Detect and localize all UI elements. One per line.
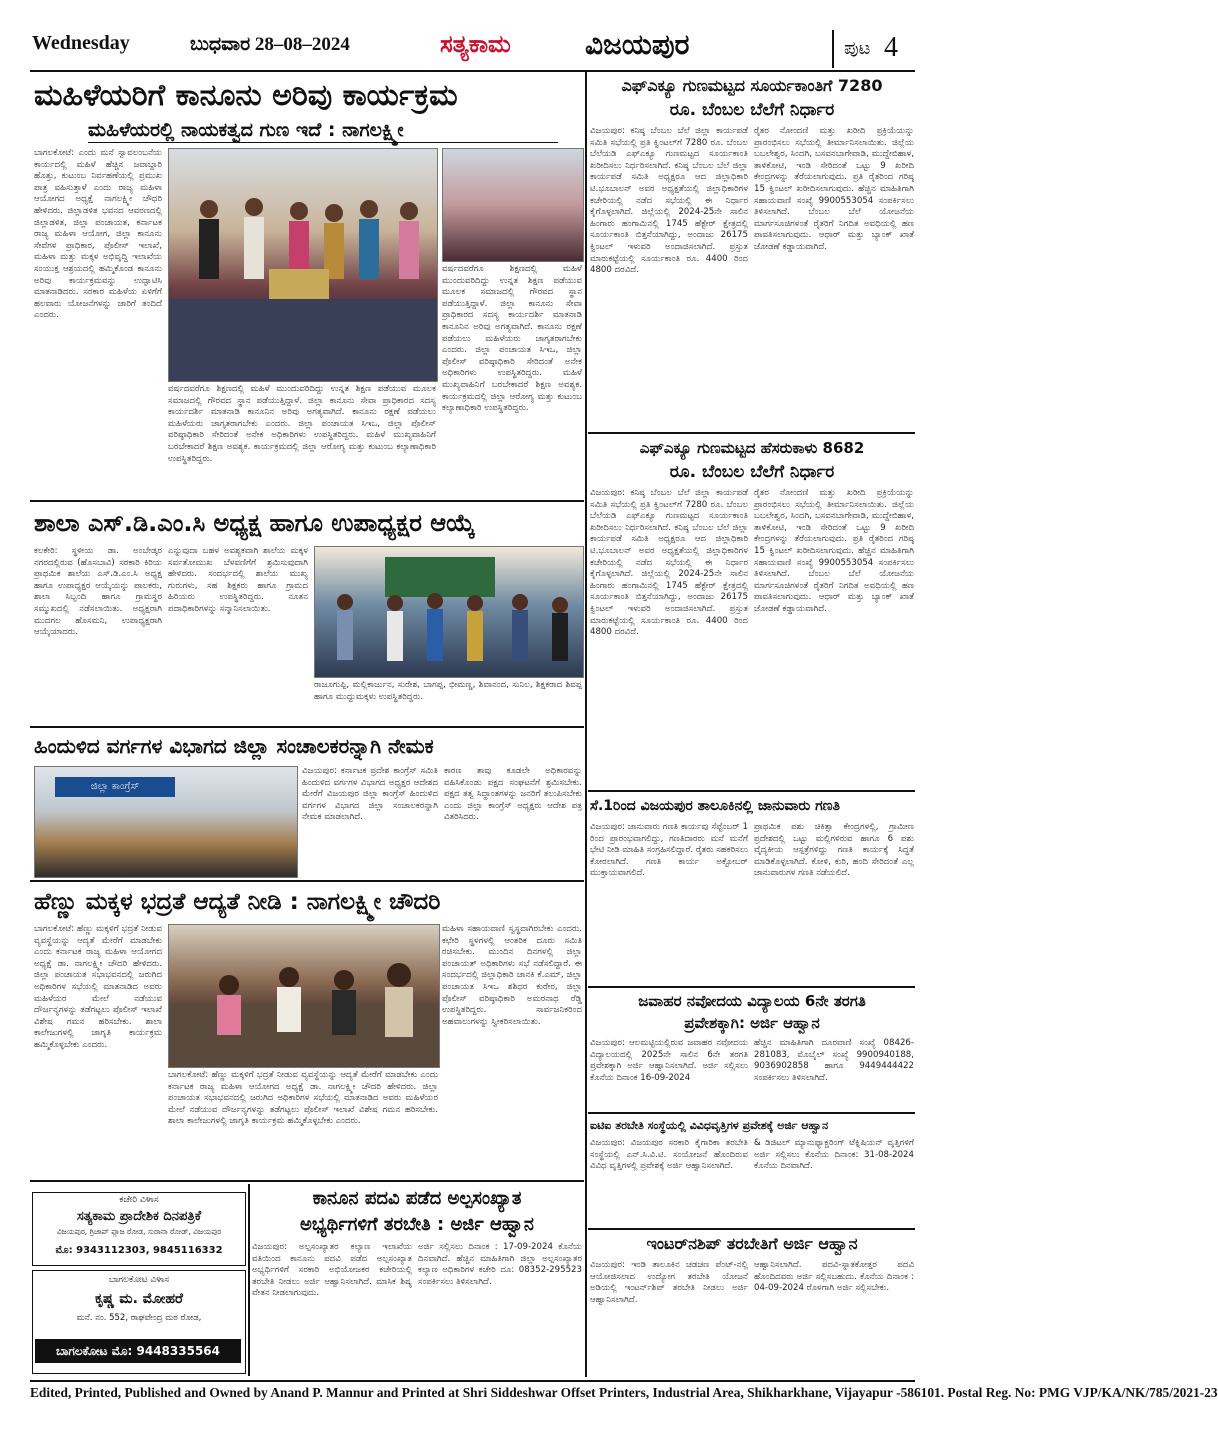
paper-name: ಸತ್ಯಕಾಮ [440, 30, 511, 58]
page-label: ಪುಟ [844, 38, 871, 59]
section-divider [30, 880, 584, 882]
meeting-photo [168, 924, 440, 1068]
article-subheadline: ಮಹಿಳೆಯರಲ್ಲಿ ನಾಯಕತ್ವದ ಗುಣ ಇದೆ : ನಾಗಲಕ್ಷ್ಮೀ [88, 118, 558, 143]
article-body: ಪ್ರಾಥಮಿಕ ಪಶು ಚಿಕಿತ್ಸಾ ಕೇಂದ್ರಗಳಲ್ಲಿ, ಗ್ರಾಮೀಣ ಪ್ರದೇಶದಲ್ಲಿ ಒಟ್ಟು ಮಲ್ಲಿಗಳಿರುವ ಹಾಗೂ 6 ಪಶು ವೈದ್ಯಕೀಯ ಆಸ್ಪತ್ರೆಗಳಿದ್ದು ಗಣತಿ ಕಾರ್ಯಕ್ಕೆ ಸಿದ್ಧತೆ ಮಾಡಿಕೊಳ್ಳಲಾಗಿದೆ. ಕೋಳಿ, ಕುರಿ, ಹಂದಿ ಸೇರಿದಂತೆ ಎಲ್ಲ ಜಾನುವಾರುಗಳ ಗಣತಿ ನಡೆಯಲಿದೆ. [754, 822, 914, 879]
imprint-line: Edited, Printed, Published and Owned by Anand P. Mannur and Printed at Shri Siddeshwar Offset Printers, Industrial Area, Shikharkhane, Vijayapur -586101. Postal Reg. No: PMG VJP/KA/NK/785/2021-23 [30, 1380, 915, 1409]
office-address: ವಿಜಯಪುರ, ಗ್ರಿಜಾಪ್ ಪ್ಲಾಜ ರೋಡ, ಸುರಾನಾ ರೋಡ್, ವಿಜಯಪುರ [56, 1227, 222, 1236]
masthead [30, 30, 915, 72]
article-body: ವಿಜಯಪುರ: ಕರ್ನಾಟಕ ಪ್ರದೇಶ ಕಾಂಗ್ರೆಸ್ ಸಮಿತಿ ಹಿಂದುಳಿದ ವರ್ಗಗಳ ವಿಭಾಗದ ಅಧ್ಯಕ್ಷರ ಆದೇಶದ ಮೇರೆಗೆ ವಿಜಯಪುರ ಜಿಲ್ಲಾ ಕಾಂಗ್ರೆಸ್ ಹಿಂದುಳಿದ ವರ್ಗಗಳ ವಿಭಾಗದ ಜಿಲ್ಲಾ ಸಂಚಾಲಕರನ್ನಾಗಿ ನೇಮಕ ಮಾಡಲಾಗಿದೆ. [302, 766, 438, 823]
people-figures [169, 149, 437, 381]
event-photo [442, 148, 584, 262]
article-body: ವಿಜಯಪುರ: ವಿಜಯಪುರ ಸರಕಾರಿ ಕೈಗಾರಿಕಾ ತರಬೇತಿ ಸಂಸ್ಥೆಯಲ್ಲಿ ಎನ್.ಸಿ.ವಿ.ಟಿ. ಸಂಯೋಜನೆ ಹೊಂದಿರುವ ವಿವಿಧ ವೃತ್ತಿಗಳಲ್ಲಿ ಪ್ರವೇಶಕ್ಕೆ ಅರ್ಜಿ ಆಹ್ವಾನಿಸಲಾಗಿದೆ. [590, 1138, 748, 1172]
article-headline: ರೂ. ಬೆಂಬಲ ಬೆಲೆಗೆ ನಿರ್ಧಾರ [669, 462, 835, 482]
office-phone: ಬಾಗಲಕೋಟ ಮೊ: 9448335564 [35, 1339, 241, 1363]
article-headline: ಕಾನೂನ ಪದವಿ ಪಡೆದ ಅಲ್ಪಸಂಖ್ಯಾತ [312, 1188, 522, 1209]
office-label: ಕಚೇರಿ ವಿಳಾಸ [119, 1195, 159, 1205]
section-divider [588, 1228, 915, 1230]
people-figures [169, 925, 439, 1067]
article-body: ವಿಜಯಪುರ: ಕನಿಷ್ಠ ಬೆಂಬಲ ಬೆಲೆ ಜಿಲ್ಲಾ ಕಾರ್ಯಪಡೆ ಸಮಿತಿ ಸಭೆಯಲ್ಲಿ ಪ್ರತಿ ಕ್ವಿಂಟಲ್‌ಗೆ 7280 ರೂ. ಬೆಂಬಲ ಬೆಲೆಯಡಿ ಎಫ್‌ಎಕ್ಯೂ ಗುಣಮಟ್ಟದ ಸೂರ್ಯಕಾಂತಿ ಖರೀದಿಸಲು ನಿರ್ಧರಿಸಲಾಗಿದೆ. ಕನಿಷ್ಠ ಬೆಂಬಲ ಬೆಲೆ ಜಿಲ್ಲಾ ಕಾರ್ಯಪಡೆ ಸಮಿತಿ ಅಧ್ಯಕ್ಷರೂ ಆದ ಜಿಲ್ಲಾಧಿಕಾರಿ ಟಿ.ಭೂಬಾಲನ್ ಅವರ ಅಧ್ಯಕ್ಷತೆಯಲ್ಲಿ ಜಿಲ್ಲಾಧಿಕಾರಿಗಳ ಕಚೇರಿಯಲ್ಲಿ ನಡೆದ ಸಭೆಯಲ್ಲಿ ಈ ನಿರ್ಧಾರ ಕೈಗೊಳ್ಳಲಾಗಿದೆ. ಜಿಲ್ಲೆಯಲ್ಲಿ 2024-25ನೇ ಸಾಲಿನ ಹಿಂಗಾರು ಹಂಗಾಮಿನಲ್ಲಿ 1745 ಹೆಕ್ಟೇರ್ ಕ್ಷೇತ್ರದಲ್ಲಿ ಸೂರ್ಯಕಾಂತಿ ಬಿತ್ತನೆಯಾಗಿದ್ದು, ಅಂದಾಜು 26175 ಕ್ವಿಂಟಲ್ ಇಳುವರಿ ಅಂದಾಜಿಸಲಾಗಿದೆ. ಪ್ರಸ್ತುತ ಮಾರುಕಟ್ಟೆಯಲ್ಲಿ ಸೂರ್ಯಕಾಂತಿ ರೂ. 4400 ರಿಂದ 4800 ದರವಿದೆ. [590, 126, 748, 276]
article-body: ರಾಜೂಗುಪ್ಪಿ, ಮಲ್ಲಿಕಾರ್ಜುನ, ಸುರೇಶ, ಬಾಗಪ್ಪ, ಭೀಮಣ್ಣ, ಶಿವಾನಂದ, ಸುನಿಲ, ಶಿಕ್ಷಕರಾದ ಶಿವಪ್ಪ ಹಾಗೂ ಮುದ್ದುಮಕ್ಕಳು ಉಪಸ್ಥಿತರಿದ್ದರು. [314, 680, 582, 702]
article-body: ರೈತರ ನೋಂದಣಿ ಮತ್ತು ಖರೀದಿ ಪ್ರಕ್ರಿಯೆಯನ್ನು ಪ್ರಾರಂಭಿಸಲು ಸಭೆಯಲ್ಲಿ ತೀರ್ಮಾನಿಸಲಾಯಿತು. ಜಿಲ್ಲೆಯ ಬಬಲೇಶ್ವರ, ಸಿಂದಗಿ, ಬಸವನಬಾಗೇವಾಡಿ, ಮುದ್ದೇಬಿಹಾಳ, ತಾಳಿಕೋಟಿ, ಇಂಡಿ ಸೇರಿದಂತೆ ಒಟ್ಟು 9 ಖರೀದಿ ಕೇಂದ್ರಗಳನ್ನು ತೆರೆಯಲಾಗುವುದು. ಪ್ರತಿ ರೈತರಿಂದ ಗರಿಷ್ಠ 15 ಕ್ವಿಂಟಲ್ ಖರೀದಿಸಲಾಗುವುದು. ಹೆಚ್ಚಿನ ಮಾಹಿತಿಗಾಗಿ ಸಹಾಯವಾಣಿ ಸಂಖ್ಯೆ 9900553054 ಸಂಪರ್ಕಿಸಲು ತಿಳಿಸಲಾಗಿದೆ. ಬೆಂಬಲ ಬೆಲೆ ಯೋಜನೆಯ ಮಾರ್ಗಸೂಚಿಗಳಂತೆ ರೈತರಿಗೆ ನಿಗದಿತ ಅವಧಿಯಲ್ಲಿ ಹಣ ಪಾವತಿಸಲಾಗುವುದು. ಆಧಾರ್ ಮತ್ತು ಬ್ಯಾಂಕ್ ಖಾತೆ ಜೋಡಣೆ ಕಡ್ಡಾಯವಾಗಿದೆ. [754, 126, 914, 252]
article-headline: ರೂ. ಬೆಂಬಲ ಬೆಲೆಗೆ ನಿರ್ಧಾರ [669, 100, 835, 120]
article-headline: ಹಿಂದುಳಿದ ವರ್ಗಗಳ ವಿಭಾಗದ ಜಿಲ್ಲಾ ಸಂಚಾಲಕರನ್ನಾಗಿ ನೇಮಕ [34, 734, 434, 758]
page-number: 4 [884, 32, 898, 63]
article-headline: ಅಭ್ಯರ್ಥಿಗಳಿಗೆ ತರಬೇತಿ : ಅರ್ಜಿ ಆಹ್ವಾನ [300, 1214, 534, 1235]
article-headline: ಶಾಲಾ ಎಸ್.ಡಿ.ಎಂ.ಸಿ ಅಧ್ಯಕ್ಷ ಹಾಗೂ ಉಪಾಧ್ಯಕ್ಷರ ಆಯ್ಕೆ [34, 509, 476, 537]
people-figures [315, 547, 583, 677]
article-headline: ಇಂಟರ್‌ನಶಿಪ್ ತರಬೇತಿಗೆ ಅರ್ಜಿ ಆಹ್ವಾನ [646, 1234, 858, 1253]
article-body: ಬಾಗಲಕೋಟೆ: ಹೆಣ್ಣು ಮಕ್ಕಳಿಗೆ ಭದ್ರತೆ ನೀಡುವ ವ್ಯವಸ್ಥೆಯನ್ನು ಆದ್ಯತೆ ಮೇರೆಗೆ ಮಾಡಬೇಕು ಎಂದು ಕರ್ನಾಟಕ ರಾಜ್ಯ ಮಹಿಳಾ ಆಯೋಗದ ಅಧ್ಯಕ್ಷೆ ಡಾ. ನಾಗಲಕ್ಷ್ಮೀ ಚೌದರಿ ಹೇಳಿದರು. ಜಿಲ್ಲಾ ಪಂಚಾಯತ ಸಭಾಭವನದಲ್ಲಿ ಜರುಗಿದ ಅಧಿಕಾರಿಗಳ ಸಭೆಯಲ್ಲಿ ಮಾತನಾಡಿದ ಅವರು ಮಹಿಳೆಯರ ಮೇಲೆ ನಡೆಯುವ ದೌರ್ಜನ್ಯಗಳನ್ನು ತಡೆಗಟ್ಟಲು ಪೊಲೀಸ್ ಇಲಾಖೆ ವಿಶೇಷ ಗಮನ ಹರಿಸಬೇಕು. ಶಾಲಾ ಕಾಲೇಜುಗಳಲ್ಲಿ ಜಾಗೃತಿ ಕಾರ್ಯಕ್ರಮ ಹಮ್ಮಿಕೊಳ್ಳಬೇಕು ಎಂದರು. [34, 924, 162, 1050]
office-label: ಬಾಗಲಕೋಟ ವಿಳಾಸ [108, 1275, 170, 1285]
article-body: ಅರ್ಜಿ ಸಲ್ಲಿಸಲು ದಿನಾಂಕ : 17-09-2024 ಕೊನೆಯ ದಿನವಾಗಿದೆ. ಹೆಚ್ಚಿನ ಮಾಹಿತಿಗಾಗಿ ಜಿಲ್ಲಾ ಅಲ್ಪಸಂಖ್ಯಾತರ ಕಲ್ಯಾಣ ಅಧಿಕಾರಿಗಳ ಕಚೇರಿ ದೂ: 08352-295523 ಸಂಪರ್ಕಿಸಲು ತಿಳಿಸಲಾಗಿದೆ. [418, 1242, 582, 1287]
office-name: ಸತ್ಯಕಾಮ ಪ್ರಾದೇಶಿಕ ದಿನಪತ್ರಿಕೆ [76, 1209, 202, 1224]
section-divider [588, 432, 915, 434]
section-divider [30, 500, 584, 502]
section-divider [30, 1180, 584, 1182]
section-divider [588, 986, 915, 988]
article-body: ಬಾಗಲಕೋಟೆ: ಹೆಣ್ಣು ಮಕ್ಕಳಿಗೆ ಭದ್ರತೆ ನೀಡುವ ವ್ಯವಸ್ಥೆಯನ್ನು ಆದ್ಯತೆ ಮೇರೆಗೆ ಮಾಡಬೇಕು ಎಂದು ಕರ್ನಾಟಕ ರಾಜ್ಯ ಮಹಿಳಾ ಆಯೋಗದ ಅಧ್ಯಕ್ಷೆ ಡಾ. ನಾಗಲಕ್ಷ್ಮೀ ಚೌದರಿ ಹೇಳಿದರು. ಜಿಲ್ಲಾ ಪಂಚಾಯತ ಸಭಾಭವನದಲ್ಲಿ ಜರುಗಿದ ಅಧಿಕಾರಿಗಳ ಸಭೆಯಲ್ಲಿ ಮಾತನಾಡಿದ ಅವರು ಮಹಿಳೆಯರ ಮೇಲೆ ನಡೆಯುವ ದೌರ್ಜನ್ಯಗಳನ್ನು ತಡೆಗಟ್ಟಲು ಪೊಲೀಸ್ ಇಲಾಖೆ ವಿಶೇಷ ಗಮನ ಹರಿಸಬೇಕು. ಶಾಲಾ ಕಾಲೇಜುಗಳಲ್ಲಿ ಜಾಗೃತಿ ಕಾರ್ಯಕ್ರಮ ಹಮ್ಮಿಕೊಳ್ಳಬೇಕು ಎಂದರು. [168, 1070, 438, 1127]
article-body: ಹೆಚ್ಚಿನ ಮಾಹಿತಿಗಾಗಿ ದೂರವಾಣಿ ಸಂಖ್ಯೆ 08426-281083, ಮೊಬೈಲ್ ಸಂಖ್ಯೆ 9900940188, 9036902858 ಹಾಗೂ 9449444422 ಸಂಪರ್ಕಿಸಲು ತಿಳಿಸಲಾಗಿದೆ. [754, 1038, 914, 1083]
article-body: ಕಾರಣ ತಾವು ಕೂಡಲೇ ಅಧಿಕಾರವನ್ನು ವಹಿಸಿಕೊಂಡು ಪಕ್ಷದ ಸಂಘಟನೆಗೆ ಶ್ರಮಿಸಬೇಕು. ಪಕ್ಷದ ತತ್ವ ಸಿದ್ಧಾಂತಗಳನ್ನು ಜನರಿಗೆ ತಲುಪಿಸಬೇಕು ಎಂದು ಜಿಲ್ಲಾ ಕಾಂಗ್ರೆಸ್ ಅಧ್ಯಕ್ಷರು ಆದೇಶ ಪತ್ರ ವಿತರಿಸಿದರು. [444, 766, 582, 823]
office-address-box [32, 1192, 246, 1266]
article-headline: ಐಟಿಐ ತರಬೇತಿ ಸಂಸ್ಥೆಯಲ್ಲಿ ವಿವಿಧವೃತ್ತಿಗಳ ಪ್ರವೇಶಕ್ಕೆ ಅರ್ಜಿ ಆಹ್ವಾನ [590, 1119, 829, 1132]
office-phone: ಮೊ: 9343112303, 9845116332 [55, 1245, 223, 1256]
article-body: ವಿಜಯಪುರ: ಆಲಮಟ್ಟಿಯಲ್ಲಿರುವ ಜವಾಹರ ನವೋದಯ ವಿದ್ಯಾಲಯದಲ್ಲಿ 2025ನೇ ಸಾಲಿನ 6ನೇ ತರಗತಿ ಪ್ರವೇಶಕ್ಕಾಗಿ ಅರ್ಜಿ ಆಹ್ವಾನಿಸಲಾಗಿದೆ. ಅರ್ಜಿ ಸಲ್ಲಿಸಲು ಕೊನೆಯ ದಿನಾಂಕ 16-09-2024 [590, 1038, 748, 1083]
event-photo [314, 546, 584, 678]
article-headline: ಹೆಣ್ಣು ಮಕ್ಕಳ ಭದ್ರತೆ ಆದ್ಯತೆ ನೀಡಿ : ನಾಗಲಕ್ಷ್ಮೀ ಚೌದರಿ [34, 889, 441, 915]
article-body: & ಡಿಜಿಟಲ್ ಮ್ಯಾನುಫ್ಯಾಕ್ಚರಿಂಗ್ ಟೆಕ್ನಿಷಿಯನ್ ವೃತ್ತಿಗಳಿಗೆ ಅರ್ಜಿ ಸಲ್ಲಿಸಲು ಕೊನೆಯ ದಿನಾಂಕ: 31-08-2024 ಕೊನೆಯ ದಿನವಾಗಿದೆ. [754, 1138, 914, 1172]
article-body: ವಿಜಯಪುರ: ಅಲ್ಪಸಂಖ್ಯಾತರ ಕಲ್ಯಾಣ ಇಲಾಖೆಯ ವತಿಯಿಂದ ಕಾನೂನು ಪದವಿ ಪಡೆದ ಅಲ್ಪಸಂಖ್ಯಾತ ಅಭ್ಯರ್ಥಿಗಳಿಗೆ ಸರಕಾರಿ ಅಭಿಯೋಜಕರ ಕಚೇರಿಯಲ್ಲಿ ತರಬೇತಿ ನೀಡಲು ಅರ್ಜಿ ಆಹ್ವಾನಿಸಲಾಗಿದೆ. ಮಾಸಿಕ ಶಿಷ್ಯ ವೇತನ ನೀಡಲಾಗುವುದು. [252, 1242, 412, 1299]
bagalkot-address-box [32, 1270, 246, 1374]
article-body: ವರ್ಷದವರೆಗೂ ಶಿಕ್ಷಣದಲ್ಲಿ ಮಹಿಳೆ ಮುಂದುವರಿದಿದ್ದು ಉನ್ನತ ಶಿಕ್ಷಣ ಪಡೆಯುವ ಮೂಲಕ ಸಮಾಜದಲ್ಲಿ ಗೌರವದ ಸ್ಥಾನ ಪಡೆಯುತ್ತಿದ್ದಾಳೆ. ಜಿಲ್ಲಾ ಕಾನೂನು ಸೇವಾ ಪ್ರಾಧಿಕಾರದ ಸದಸ್ಯ ಕಾರ್ಯದರ್ಶಿ ಮಾತನಾಡಿ ಕಾನೂನಿನ ಅರಿವು ಅಗತ್ಯವಾಗಿದೆ. ಕಾನೂನು ರಕ್ಷಣೆ ಪಡೆಯಲು ಮಹಿಳೆಯರು ಜಾಗೃತರಾಗಬೇಕು ಎಂದರು. ಜಿಲ್ಲಾ ಪಂಚಾಯತ ಸಿಇಒ, ಜಿಲ್ಲಾ ಪೊಲೀಸ್ ವರಿಷ್ಠಾಧಿಕಾರಿ ಸೇರಿದಂತೆ ಅನೇಕ ಅಧಿಕಾರಿಗಳು ಉಪಸ್ಥಿತರಿದ್ದರು. ಮಹಿಳೆ ಮುಖ್ಯವಾಹಿನಿಗೆ ಬರಬೇಕಾದರೆ ಶಿಕ್ಷಣ ಅವಶ್ಯಕ. ಕಾರ್ಯಕ್ರಮದಲ್ಲಿ ಜಿಲ್ಲಾ ಆರೋಗ್ಯ ಮತ್ತು ಕುಟುಂಬ ಕಲ್ಯಾಣಾಧಿಕಾರಿ ಉಪಸ್ಥಿತರಿದ್ದರು. [168, 384, 436, 464]
article-body: ಬಾಗಲಕೋಟೆ: ಎಂದು ಮನೆ ಸ್ವಾವಲಂಬನೆಯ ಕಾರ್ಯದಲ್ಲಿ ಮಹಿಳೆ ಹೆಚ್ಚಿನ ಜವಾಬ್ದಾರಿ ಹೊತ್ತು, ಕುಟುಂಬ ನಿರ್ವಹಣೆಯಲ್ಲಿ ಪ್ರಮುಖ ಪಾತ್ರ ವಹಿಸುತ್ತಾಳೆ ಎಂದು ರಾಜ್ಯ ಮಹಿಳಾ ಆಯೋಗದ ಅಧ್ಯಕ್ಷೆ ನಾಗಲಕ್ಷ್ಮೀ ಚೌಧರಿ ಹೇಳಿದರು. ಜಿಲ್ಲಾಡಳಿತ ಭವನದ ಆವರಣದಲ್ಲಿ ಜಿಲ್ಲಾಡಳಿತ, ಜಿಲ್ಲಾ ಪಂಚಾಯತ, ಕರ್ನಾಟಕ ರಾಜ್ಯ ಮಹಿಳಾ ಆಯೋಗ, ಜಿಲ್ಲಾ ಕಾನೂನು ಸೇವೆಗಳ ಪ್ರಾಧಿಕಾರ, ಪೊಲೀಸ್ ಇಲಾಖೆ, ಮಹಿಳಾ ಮತ್ತು ಮಕ್ಕಳ ಅಭಿವೃದ್ಧಿ ಇಲಾಖೆಯ ಸಂಯುಕ್ತ ಆಶ್ರಯದಲ್ಲಿ ಹಮ್ಮಿಕೊಂಡ ಕಾನೂನು ಅರಿವು ಕಾರ್ಯಕ್ರಮವನ್ನು ಉದ್ಘಾಟಿಸಿ ಮಾತನಾಡಿದರು. ಸರಕಾರ ಮಹಿಳೆಯ ಏಳಿಗೆಗೆ ಹಲವಾರು ಯೋಜನೆಗಳನ್ನು ಜಾರಿಗೆ ತಂದಿದೆ ಎಂದರು. [34, 148, 162, 321]
article-headline: ಜವಾಹರ ನವೋದಯ ವಿದ್ಯಾಲಯ 6ನೇ ತರಗತಿ [638, 992, 866, 1010]
city-name: ವಿಜಯಪುರ [585, 28, 690, 61]
office-address: ಮನೆ. ನಂ. 552, ರಾಘವೇಂದ್ರ ಮಠ ರೋಡ, [76, 1313, 202, 1323]
article-body: ರೈತರ ನೋಂದಣಿ ಮತ್ತು ಖರೀದಿ ಪ್ರಕ್ರಿಯೆಯನ್ನು ಪ್ರಾರಂಭಿಸಲು ಸಭೆಯಲ್ಲಿ ತೀರ್ಮಾನಿಸಲಾಯಿತು. ಜಿಲ್ಲೆಯ ಬಬಲೇಶ್ವರ, ಸಿಂದಗಿ, ಬಸವನಬಾಗೇವಾಡಿ, ಮುದ್ದೇಬಿಹಾಳ, ತಾಳಿಕೋಟಿ, ಇಂಡಿ ಸೇರಿದಂತೆ ಒಟ್ಟು 9 ಖರೀದಿ ಕೇಂದ್ರಗಳನ್ನು ತೆರೆಯಲಾಗುವುದು. ಪ್ರತಿ ರೈತರಿಂದ ಗರಿಷ್ಠ 15 ಕ್ವಿಂಟಲ್ ಖರೀದಿಸಲಾಗುವುದು. ಹೆಚ್ಚಿನ ಮಾಹಿತಿಗಾಗಿ ಸಹಾಯವಾಣಿ ಸಂಖ್ಯೆ 9900553054 ಸಂಪರ್ಕಿಸಲು ತಿಳಿಸಲಾಗಿದೆ. ಬೆಂಬಲ ಬೆಲೆ ಯೋಜನೆಯ ಮಾರ್ಗಸೂಚಿಗಳಂತೆ ರೈತರಿಗೆ ನಿಗದಿತ ಅವಧಿಯಲ್ಲಿ ಹಣ ಪಾವತಿಸಲಾಗುವುದು. ಆಧಾರ್ ಮತ್ತು ಬ್ಯಾಂಕ್ ಖಾತೆ ಜೋಡಣೆ ಕಡ್ಡಾಯವಾಗಿದೆ. [754, 488, 914, 614]
article-headline: ಪ್ರವೇಶಕ್ಕಾಗಿ: ಅರ್ಜಿ ಆಹ್ವಾನ [684, 1014, 820, 1032]
event-photo [168, 148, 438, 382]
article-body: ವರ್ಷದವರೆಗೂ ಶಿಕ್ಷಣದಲ್ಲಿ ಮಹಿಳೆ ಮುಂದುವರಿದಿದ್ದು ಉನ್ನತ ಶಿಕ್ಷಣ ಪಡೆಯುವ ಮೂಲಕ ಸಮಾಜದಲ್ಲಿ ಗೌರವದ ಸ್ಥಾನ ಪಡೆಯುತ್ತಿದ್ದಾಳೆ. ಜಿಲ್ಲಾ ಕಾನೂನು ಸೇವಾ ಪ್ರಾಧಿಕಾರದ ಸದಸ್ಯ ಕಾರ್ಯದರ್ಶಿ ಮಾತನಾಡಿ ಕಾನೂನಿನ ಅರಿವು ಅಗತ್ಯವಾಗಿದೆ. ಕಾನೂನು ರಕ್ಷಣೆ ಪಡೆಯಲು ಮಹಿಳೆಯರು ಜಾಗೃತರಾಗಬೇಕು ಎಂದರು. ಜಿಲ್ಲಾ ಪಂಚಾಯತ ಸಿಇಒ, ಜಿಲ್ಲಾ ಪೊಲೀಸ್ ವರಿಷ್ಠಾಧಿಕಾರಿ ಸೇರಿದಂತೆ ಅನೇಕ ಅಧಿಕಾರಿಗಳು ಉಪಸ್ಥಿತರಿದ್ದರು. ಮಹಿಳೆ ಮುಖ್ಯವಾಹಿನಿಗೆ ಬರಬೇಕಾದರೆ ಶಿಕ್ಷಣ ಅವಶ್ಯಕ. ಕಾರ್ಯಕ್ರಮದಲ್ಲಿ ಜಿಲ್ಲಾ ಆರೋಗ್ಯ ಮತ್ತು ಕುಟುಂಬ ಕಲ್ಯಾಣಾಧಿಕಾರಿ ಉಪಸ್ಥಿತರಿದ್ದರು. [442, 264, 582, 414]
section-divider [588, 1112, 915, 1114]
section-divider [588, 790, 915, 792]
weekday-english: Wednesday [32, 32, 130, 54]
article-body: ಕಲಕೇರಿ: ಸ್ಥಳೀಯ ಡಾ. ಅಂಬೇಡ್ಕರ ನಗರದಲ್ಲಿರುವ (ಹೊಸಬಾವಿ) ಸರಕಾರಿ ಕಿರಿಯ ಪ್ರಾಥಮಿಕ ಶಾಲೆಯ ಎಸ್.ಡಿ.ಎಂ.ಸಿ ಅಧ್ಯಕ್ಷ ಹಾಗೂ ಉಪಾಧ್ಯಕ್ಷರ ಆಯ್ಕೆಯನ್ನು ಪಾಲಕರು, ಶಾಲಾ ಸಿಬ್ಬಂದಿ ಹಾಗೂ ಗ್ರಾಮಸ್ಥರ ಸಮ್ಮುಖದಲ್ಲಿ ನಡೆಸಲಾಯಿತು. ಅಧ್ಯಕ್ಷರಾಗಿ ಮುದಗಲ ಹೊಸಮನಿ, ಉಪಾಧ್ಯಕ್ಷರಾಗಿ ಆಯ್ಕೆಯಾದರು. [34, 546, 162, 638]
page-number-box [832, 30, 914, 68]
article-headline: ಮಹಿಳೆಯರಿಗೆ ಕಾನೂನು ಅರಿವು ಕಾರ್ಯಕ್ರಮ [34, 78, 458, 113]
article-body: ಎನ್ನುವುದಾ ಬಹಳ ಅವಶ್ಯಕವಾಗಿ ಶಾಲೆಯ ಮಕ್ಕಳ ಸರ್ವತೋಮುಖ ಬೆಳವಣಿಗೆಗೆ ಶ್ರಮಿಸುವುದಾಗಿ ಹೇಳಿದರು. ಸಂದರ್ಭದಲ್ಲಿ ಶಾಲೆಯ ಮುಖ್ಯ ಗುರುಗಳು, ಸಹ ಶಿಕ್ಷಕರು ಹಾಗೂ ಗ್ರಾಮದ ಹಿರಿಯರು ಉಪಸ್ಥಿತರಿದ್ದರು. ನೂತನ ಪದಾಧಿಕಾರಿಗಳನ್ನು ಸನ್ಮಾನಿಸಲಾಯಿತು. [168, 546, 308, 614]
office-name: ಕೃಷ್ಣ ಮ. ಮೋಹರೆ [95, 1291, 183, 1307]
appointment-photo [34, 766, 298, 878]
column-divider [248, 1184, 250, 1376]
article-body: ಮಹಿಳಾ ಸಹಾಯವಾಣಿ ಸ್ವಸ್ಥವಾಗಿರಬೇಕು ಎಂದರು. ಕಛೇರಿ ಸ್ಥಳಗಳಲ್ಲಿ ಆಂತರಿಕ ದೂರು ಸಮಿತಿ ರಚಿಸಬೇಕು. ಮುಂದಿನ ದಿನಗಳಲ್ಲಿ ಜಿಲ್ಲಾ ಪಂಚಾಯತ್ ಅಧಿಕಾರಿಗಳು ಸಭೆ ನಡೆಸಲಿದ್ದಾರೆ. ಈ ಸಂದರ್ಭದಲ್ಲಿ ಜಿಲ್ಲಾಧಿಕಾರಿ ಜಾನಕಿ ಕೆ.ಎಮ್, ಜಿಲ್ಲಾ ಪಂಚಾಯತ ಸಿಇಒ ಶಶಿಧರ ಕುರೇರ, ಜಿಲ್ಲಾ ಪೊಲೀಸ್ ವರಿಷ್ಠಾಧಿಕಾರಿ ಅಮರನಾಥ ರೆಡ್ಡಿ ಉಪಸ್ಥಿತರಿದ್ದರು. ಸಾರ್ವಜನಿಕರಿಂದ ಅಹವಾಲುಗಳನ್ನು ಸ್ವೀಕರಿಸಲಾಯಿತು. [442, 924, 582, 1027]
column-divider [585, 72, 587, 1377]
date-kannada: ಬುಧವಾರ 28–08–2024 [190, 34, 350, 55]
article-headline: ಎಫ್‌ಎಕ್ಯೂ ಗುಣಮಟ್ಟದ ಹೆಸರುಕಾಳು 8682 [639, 439, 865, 457]
article-body: ವಿಜಯಪುರ: ಇಂಡಿ ತಾಲೂಕಿನ ಚಡಚಣ ಪೆಂಟ್-ನಲ್ಲಿ ಆಯೋಜಿಸಲಾದ ಉದ್ಯೋಗ ತರಬೇತಿ ಯೋಜನೆ ಅಡಿಯಲ್ಲಿ ಇಂಟರ್ನ್‌ಶಿಪ್ ತರಬೇತಿ ನೀಡಲು ಅರ್ಜಿ ಆಹ್ವಾನಿಸಲಾಗಿದೆ. [590, 1260, 748, 1305]
article-body: ವಿಜಯಪುರ: ಜಾನುವಾರು ಗಣತಿ ಕಾರ್ಯವು ಸೆಪ್ಟೆಂಬರ್ 1 ರಿಂದ ಪ್ರಾರಂಭವಾಗಲಿದ್ದು, ಗಣತಿದಾರರು ಮನೆ ಮನೆಗೆ ಭೇಟಿ ನೀಡಿ ಮಾಹಿತಿ ಸಂಗ್ರಹಿಸಲಿದ್ದಾರೆ. ರೈತರು ಸಹಕರಿಸಲು ಕೋರಲಾಗಿದೆ. ಗಣತಿ ಕಾರ್ಯ ಅಕ್ಟೋಬರ್ ಮುಕ್ತಾಯವಾಗಲಿದೆ. [590, 822, 749, 879]
article-headline: ಎಫ್‌ಎಕ್ಯೂ ಗುಣಮಟ್ಟದ ಸೂರ್ಯಕಾಂತಿಗೆ 7280 [621, 76, 883, 95]
article-headline: ಸೆ.1ರಿಂದ ವಿಜಯಪುರ ತಾಲೂಕಿನಲ್ಲಿ ಜಾನುವಾರು ಗಣತಿ [590, 798, 841, 814]
article-body: ವಿಜಯಪುರ: ಕನಿಷ್ಠ ಬೆಂಬಲ ಬೆಲೆ ಜಿಲ್ಲಾ ಕಾರ್ಯಪಡೆ ಸಮಿತಿ ಸಭೆಯಲ್ಲಿ ಪ್ರತಿ ಕ್ವಿಂಟಲ್‌ಗೆ 7280 ರೂ. ಬೆಂಬಲ ಬೆಲೆಯಡಿ ಎಫ್‌ಎಕ್ಯೂ ಗುಣಮಟ್ಟದ ಸೂರ್ಯಕಾಂತಿ ಖರೀದಿಸಲು ನಿರ್ಧರಿಸಲಾಗಿದೆ. ಕನಿಷ್ಠ ಬೆಂಬಲ ಬೆಲೆ ಜಿಲ್ಲಾ ಕಾರ್ಯಪಡೆ ಸಮಿತಿ ಅಧ್ಯಕ್ಷರೂ ಆದ ಜಿಲ್ಲಾಧಿಕಾರಿ ಟಿ.ಭೂಬಾಲನ್ ಅವರ ಅಧ್ಯಕ್ಷತೆಯಲ್ಲಿ ಜಿಲ್ಲಾಧಿಕಾರಿಗಳ ಕಚೇರಿಯಲ್ಲಿ ನಡೆದ ಸಭೆಯಲ್ಲಿ ಈ ನಿರ್ಧಾರ ಕೈಗೊಳ್ಳಲಾಗಿದೆ. ಜಿಲ್ಲೆಯಲ್ಲಿ 2024-25ನೇ ಸಾಲಿನ ಹಿಂಗಾರು ಹಂಗಾಮಿನಲ್ಲಿ 1745 ಹೆಕ್ಟೇರ್ ಕ್ಷೇತ್ರದಲ್ಲಿ ಸೂರ್ಯಕಾಂತಿ ಬಿತ್ತನೆಯಾಗಿದ್ದು, ಅಂದಾಜು 26175 ಕ್ವಿಂಟಲ್ ಇಳುವರಿ ಅಂದಾಜಿಸಲಾಗಿದೆ. ಪ್ರಸ್ತುತ ಮಾರುಕಟ್ಟೆಯಲ್ಲಿ ಸೂರ್ಯಕಾಂತಿ ರೂ. 4400 ರಿಂದ 4800 ದರವಿದೆ. [590, 488, 748, 638]
congress-banner: ಜಿಲ್ಲಾ ಕಾಂಗ್ರೆಸ್ [55, 777, 175, 797]
article-body: ಆಹ್ವಾನಿಸಲಾಗಿದೆ. ಪದವಿ-ಸ್ನಾತಕೋತ್ತರ ಪದವಿ ಹೊಂದಿದವರು ಅರ್ಜಿ ಸಲ್ಲಿಸಬಹುದು. ಕೊನೆಯ ದಿನಾಂಕ : 04-09-2024 ರೊಳಗಾಗಿ ಅರ್ಜಿ ಸಲ್ಲಿಸಬೇಕು. [754, 1260, 914, 1294]
section-divider [30, 726, 584, 728]
